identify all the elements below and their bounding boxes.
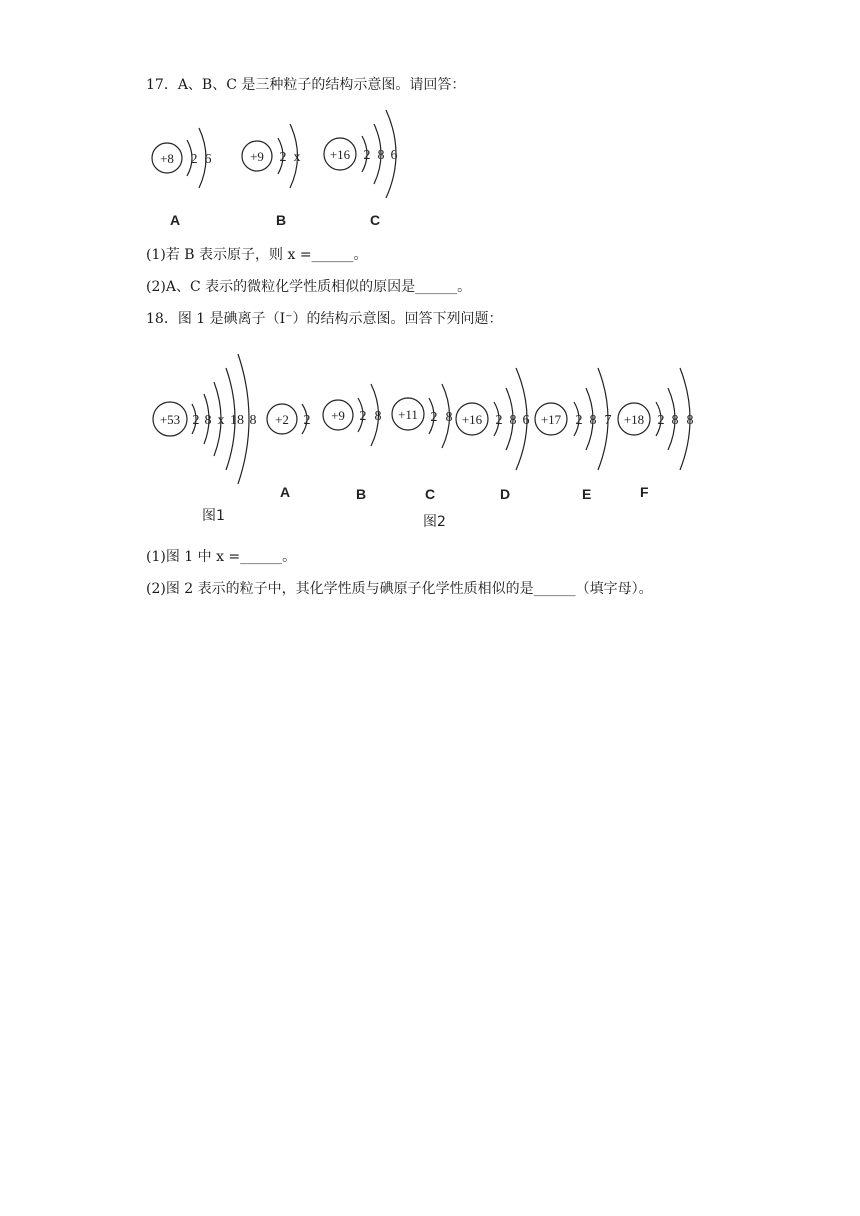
q18-label-b: B: [356, 486, 367, 502]
shell-count: 2: [495, 413, 503, 428]
q17-label-b: B: [276, 212, 287, 228]
nucleus-charge: +17: [540, 412, 562, 427]
shell-count: 2: [575, 413, 583, 428]
nucleus-charge: +18: [623, 412, 645, 427]
shell-count: 8: [249, 413, 257, 428]
shell-count: 8: [589, 413, 597, 428]
shell-count: x: [293, 150, 301, 165]
shell-count: 8: [204, 413, 212, 428]
shell-count: 18: [230, 413, 244, 428]
q18-label-a: A: [280, 484, 291, 500]
shell-count: 7: [604, 413, 612, 428]
shell-count: x: [217, 413, 225, 428]
fig2-caption: 图2: [423, 514, 446, 530]
q18-sub2: (2)图 2 表示的粒子中，其化学性质与碘原子化学性质相似的是______（填字母）。: [146, 581, 653, 597]
q18-fig2-diagram-c: [390, 378, 460, 454]
shell-count: 8: [377, 148, 385, 163]
q18-stem: 18．图 1 是碘离子（I⁻）的结构示意图。回答下列问题：: [146, 311, 503, 327]
q18-fig1-diagram: [148, 350, 260, 486]
q18-label-e: E: [582, 486, 592, 502]
nucleus-charge: +11: [398, 407, 418, 422]
q17-label-c: C: [370, 212, 381, 228]
nucleus-charge: +9: [250, 149, 264, 164]
shell-count: 8: [509, 413, 517, 428]
shell-count: 8: [671, 413, 679, 428]
nucleus-charge: +16: [461, 412, 483, 427]
fig1-caption: 图1: [202, 508, 225, 524]
q18-label-d: D: [500, 486, 511, 502]
shell-count: 6: [390, 148, 398, 163]
q17-label-a: A: [170, 212, 181, 228]
shell-count: 2: [363, 148, 371, 163]
shell-count: 8: [686, 413, 694, 428]
q18-label-c: C: [425, 486, 436, 502]
q18-fig2-diagram-d: [454, 362, 534, 472]
nucleus-charge: +2: [275, 412, 289, 427]
nucleus-charge: +53: [159, 412, 181, 427]
shell-count: 2: [192, 413, 200, 428]
q17-diagram-a: [140, 118, 220, 198]
q17-sub2: (2)A、C 表示的微粒化学性质相似的原因是______。: [146, 279, 472, 295]
q18-sub1: (1)图 1 中 x =______。: [146, 549, 297, 565]
shell-count: 2: [190, 152, 198, 167]
q17-diagram-c: [320, 104, 406, 202]
q18-fig2-diagram-e: [532, 362, 616, 472]
shell-count: 2: [657, 413, 665, 428]
shell-count: 2: [303, 413, 311, 428]
shell-count: 8: [374, 409, 382, 424]
shell-count: 2: [359, 409, 367, 424]
shell-count: 2: [279, 150, 287, 165]
nucleus-charge: +16: [329, 147, 351, 162]
q18-fig2-diagram-a: [262, 392, 318, 448]
q17-sub1: (1)若 B 表示原子，则 x =______。: [146, 247, 368, 263]
q17-diagram-b: [238, 114, 318, 198]
nucleus-charge: +8: [160, 151, 174, 166]
q18-label-f: F: [640, 484, 649, 500]
q17-stem: 17．A、B、C 是三种粒子的结构示意图。请回答：: [146, 77, 466, 93]
nucleus-charge: +9: [331, 408, 345, 423]
shell-count: 6: [204, 152, 212, 167]
shell-count: 8: [445, 410, 453, 425]
shell-count: 6: [522, 413, 530, 428]
q18-fig2-diagram-f: [614, 362, 698, 472]
q18-fig2-diagram-b: [320, 378, 390, 454]
shell-count: 2: [430, 410, 438, 425]
